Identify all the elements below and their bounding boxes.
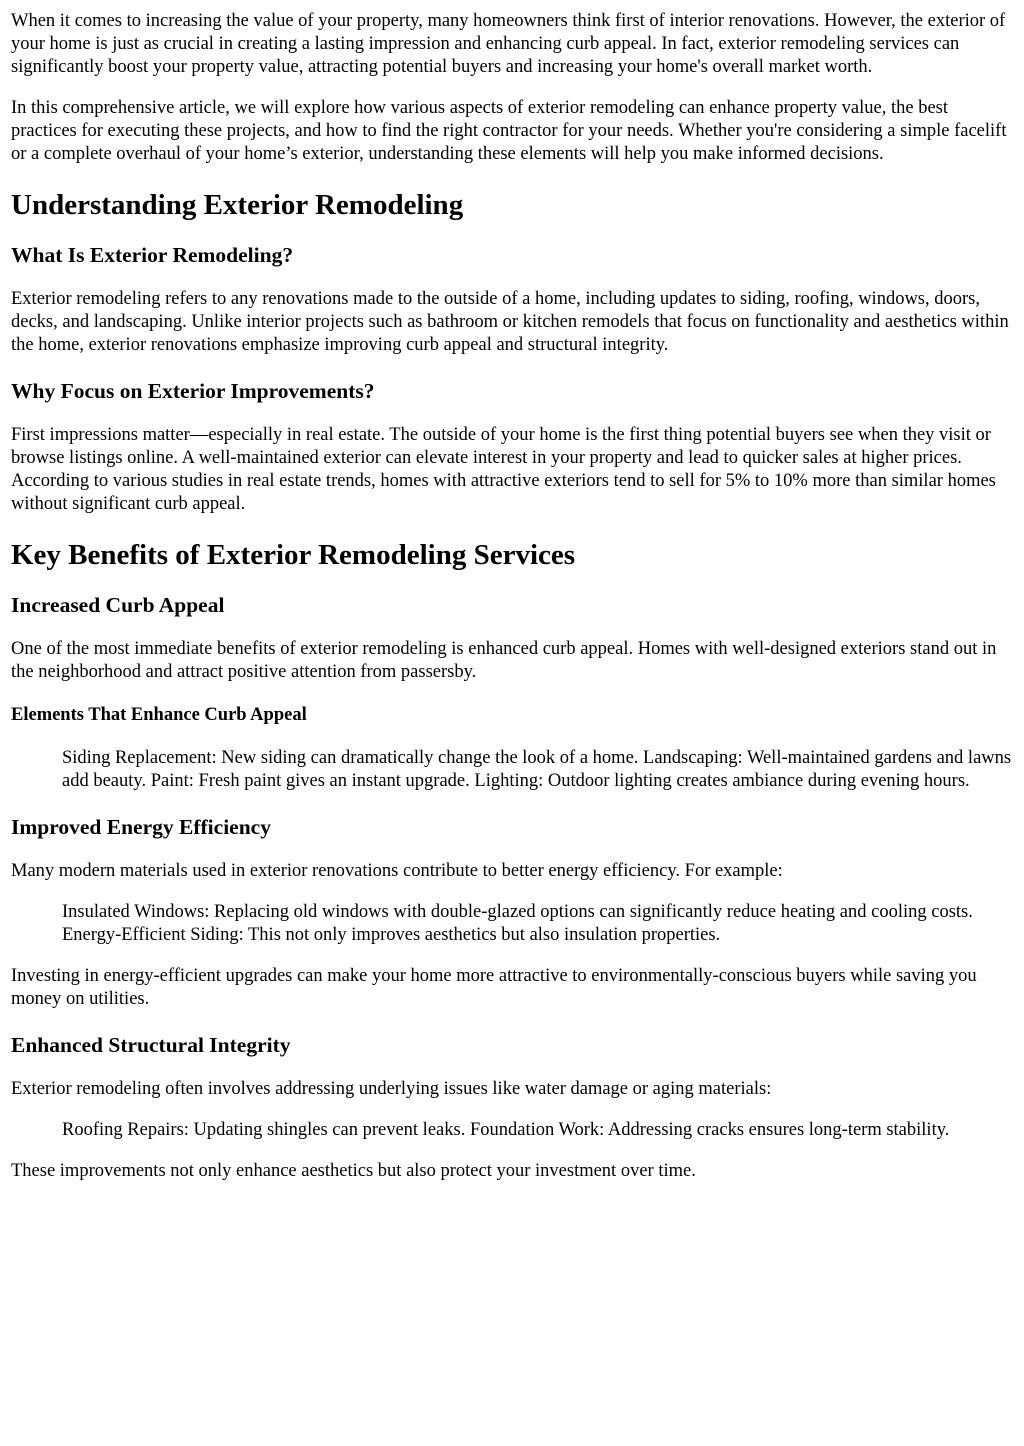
section-heading-understanding: Understanding Exterior Remodeling xyxy=(11,189,464,221)
curb-elements-quote: Siding Replacement: New siding can dramatically change the look of a home. Landscaping: Well-maintained gardens and lawns add beauty. Paint: Fresh paint gives an instant upgrade. Lighting: Outdoor lighting creates ambiance during evening hours. xyxy=(62,748,1012,791)
structural-paragraph: Exterior remodeling often involves addressing underlying issues like water damage or aging materials: xyxy=(11,1079,772,1099)
subheading-energy-efficiency: Improved Energy Efficiency xyxy=(11,815,271,839)
energy-after-paragraph: Investing in energy-efficient upgrades can make your home more attractive to environmentally-conscious buyers while saving you money on utilities. xyxy=(11,966,977,1009)
why-focus-paragraph: First impressions matter—especially in real estate. The outside of your home is the first thing potential buyers see when they visit or browse listings online. A well-maintained exterior can elevate interest in your property and lead to quicker sales at higher prices. According to various studies in real estate trends, homes with attractive exteriors tend to sell for 5% to 10% more than similar homes without significant curb appeal. xyxy=(11,425,996,514)
what-is-paragraph: Exterior remodeling refers to any renovations made to the outside of a home, including updates to siding, roofing, windows, doors, decks, and landscaping. Unlike interior projects such as bathroom or kitchen remodels that focus on functionality and aesthetics within the home, exterior renovations emphasize improving curb appeal and structural integrity. xyxy=(11,289,1009,355)
subheading-what-is: What Is Exterior Remodeling? xyxy=(11,243,294,267)
intro-paragraph-1: When it comes to increasing the value of your property, many homeowners think first of interior renovations. However, the exterior of your home is just as crucial in creating a lasting impression and enhancing curb appeal. In fact, exterior remodeling services can significantly boost your property value, attracting potential buyers and increasing your home's overall market worth. xyxy=(11,11,1006,77)
subheading-curb-elements: Elements That Enhance Curb Appeal xyxy=(11,705,307,725)
subheading-why-focus: Why Focus on Exterior Improvements? xyxy=(11,379,375,403)
subheading-curb-appeal: Increased Curb Appeal xyxy=(11,593,225,617)
subheading-structural-integrity: Enhanced Structural Integrity xyxy=(11,1033,291,1057)
structural-after-paragraph: These improvements not only enhance aesthetics but also protect your investment over time. xyxy=(11,1161,696,1181)
intro-paragraph-2: In this comprehensive article, we will explore how various aspects of exterior remodeling can enhance property value, the best practices for executing these projects, and how to find the right contractor for your needs. Whether you're considering a simple facelift or a complete overhaul of your home’s exterior, understanding these elements will help you make informed decisions. xyxy=(11,98,1007,164)
structural-quote: Roofing Repairs: Updating shingles can prevent leaks. Foundation Work: Addressing cracks ensures long-term stability. xyxy=(62,1120,950,1140)
section-heading-key-benefits: Key Benefits of Exterior Remodeling Services xyxy=(11,539,576,571)
energy-paragraph: Many modern materials used in exterior renovations contribute to better energy efficiency. For example: xyxy=(11,861,783,881)
energy-quote: Insulated Windows: Replacing old windows with double-glazed options can significantly reduce heating and cooling costs. Energy-Efficient Siding: This not only improves aesthetics but also insulation properties. xyxy=(62,902,973,945)
curb-appeal-paragraph: One of the most immediate benefits of exterior remodeling is enhanced curb appeal. Homes with well-designed exteriors stand out in the neighborhood and attract positive attention from passersby. xyxy=(11,639,997,682)
